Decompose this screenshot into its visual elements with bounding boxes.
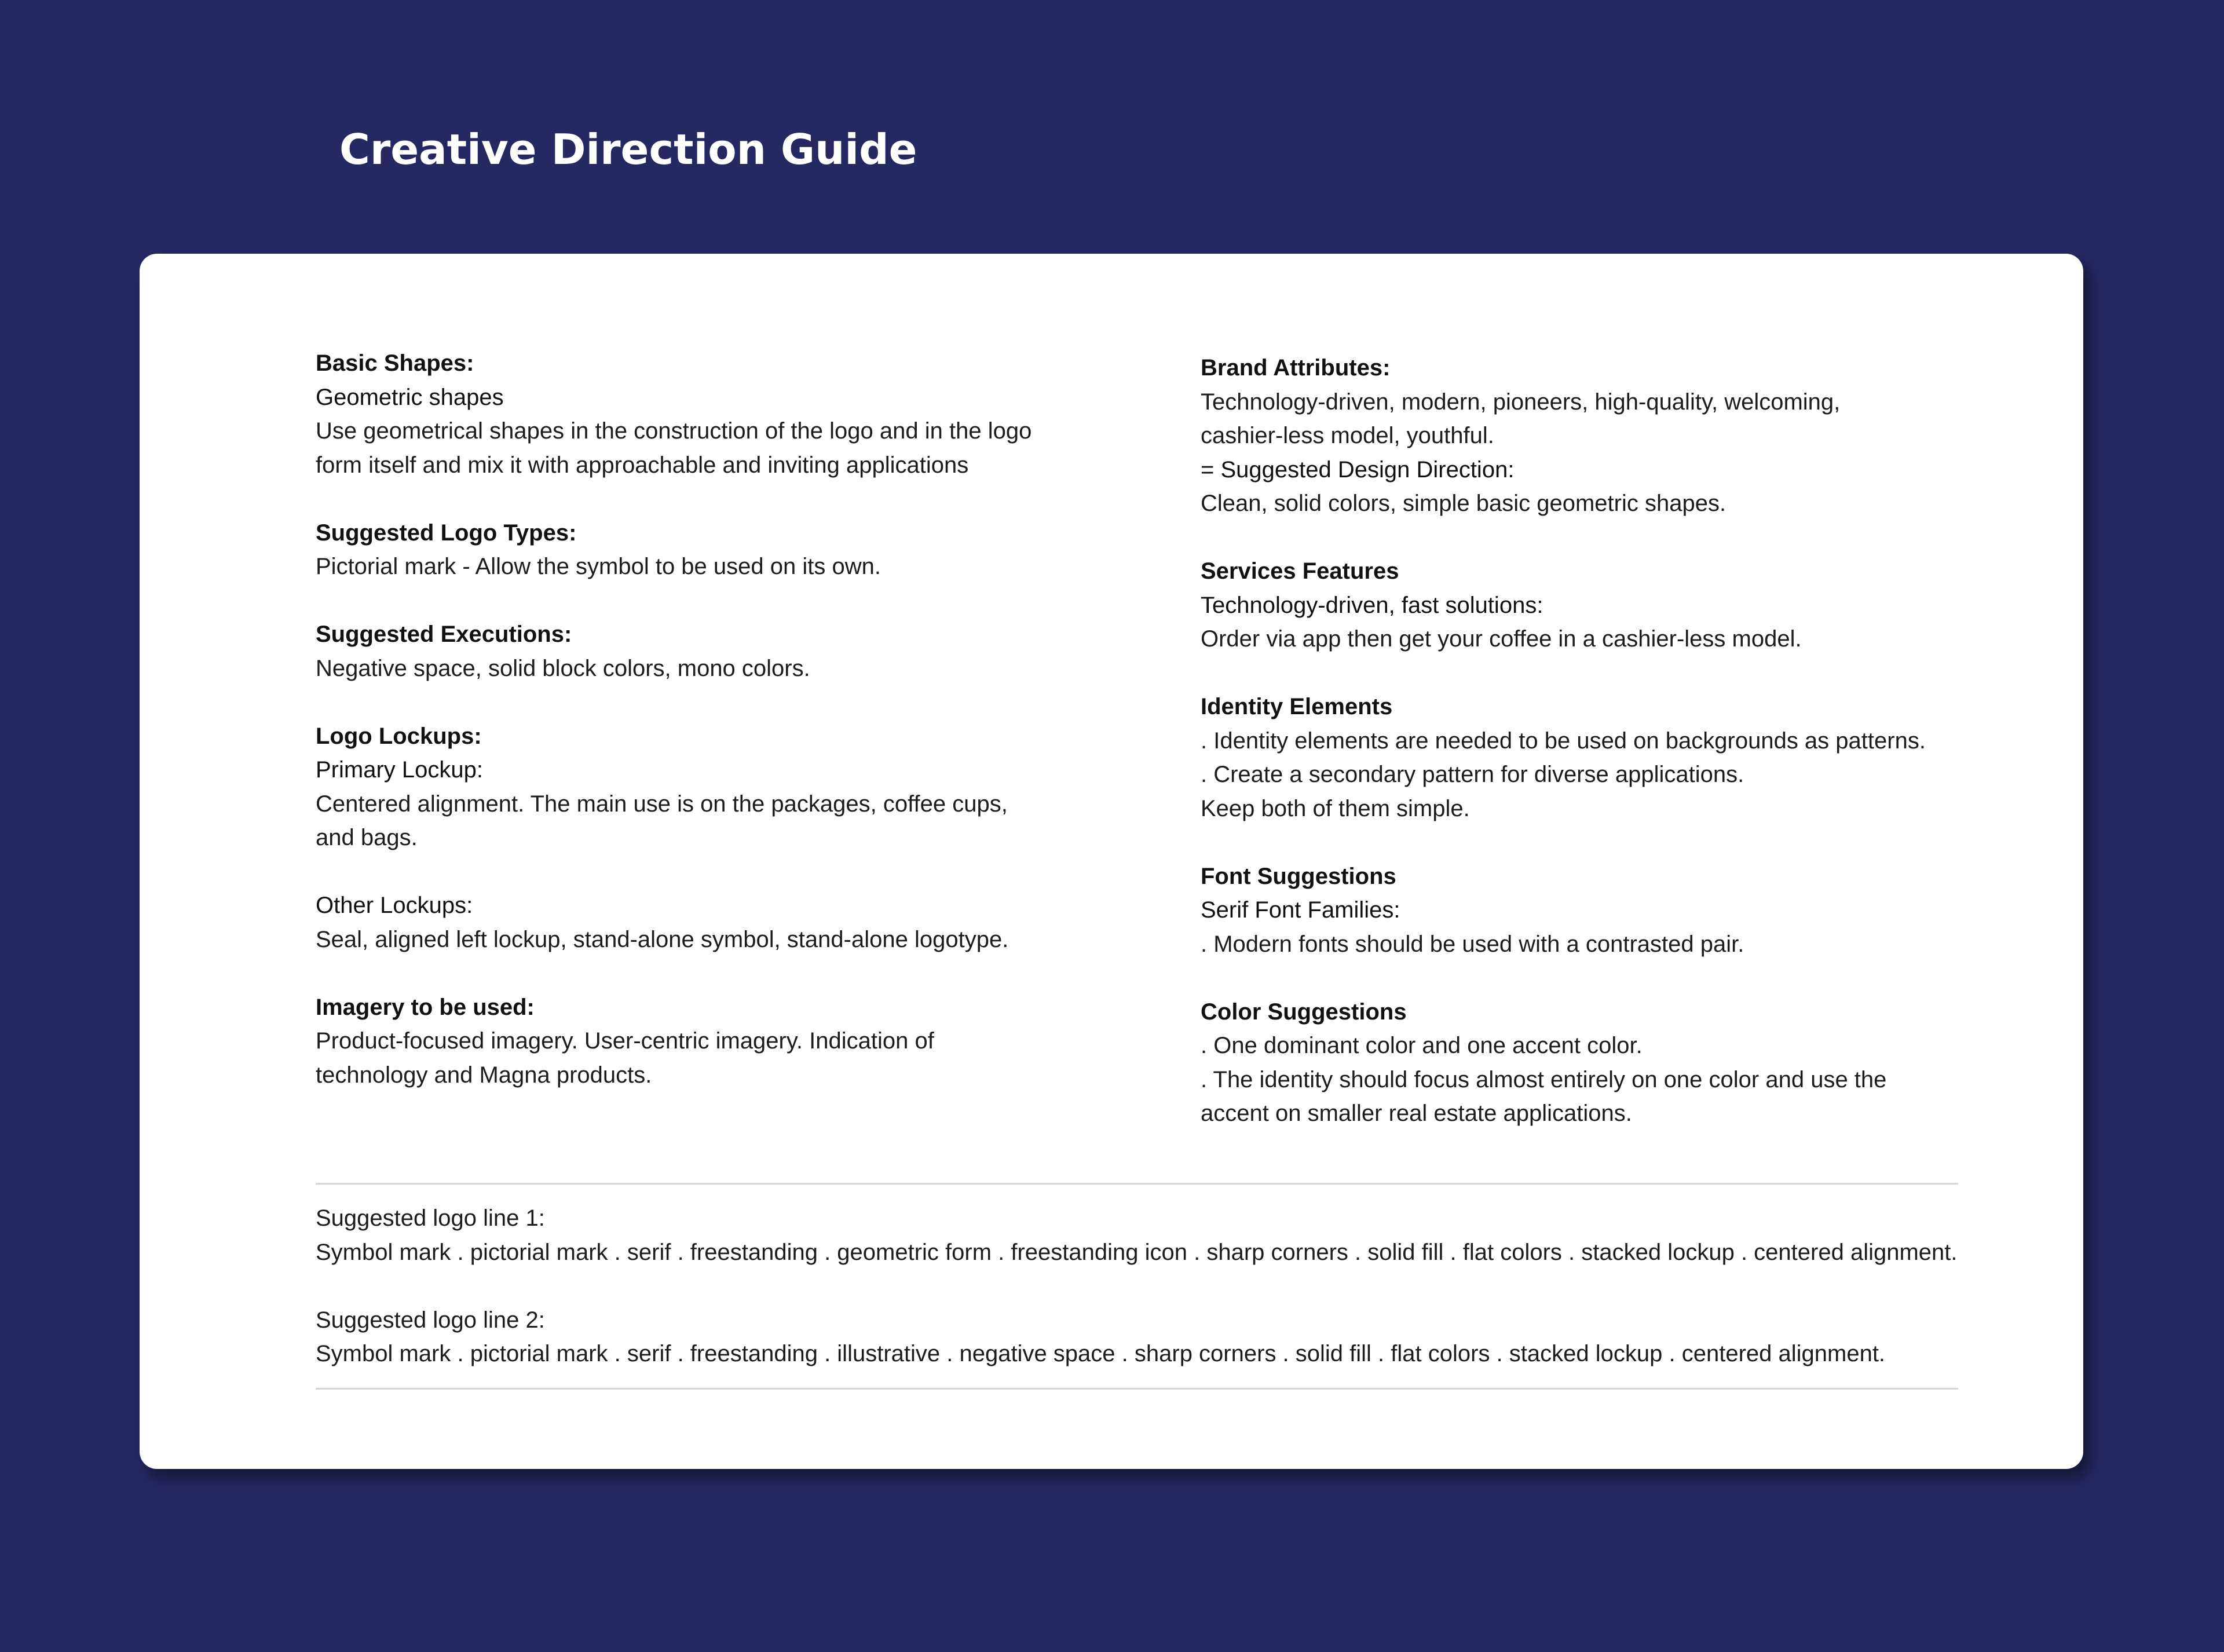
primary-lockup-subheading: Primary Lockup:: [316, 757, 483, 783]
suggested-executions-heading: Suggested Executions:: [316, 622, 572, 647]
other-lockups-subheading: Other Lockups:: [316, 893, 473, 918]
logo-lockups-heading: Logo Lockups:: [316, 723, 482, 749]
imagery-text-2: technology and Magna products.: [316, 1062, 652, 1088]
brand-attributes-heading: Brand Attributes:: [1201, 355, 1391, 381]
identity-elements-text-1: . Identity elements are needed to be used on backgrounds as patterns.: [1201, 728, 1926, 754]
basic-shapes-heading: Basic Shapes:: [316, 350, 474, 376]
font-suggestions-section: [1201, 860, 2029, 962]
color-suggestions-text-1: . One dominant color and one accent color.: [1201, 1033, 1643, 1058]
basic-shapes-section: [316, 346, 1080, 482]
logo-line-1-text: Symbol mark . pictorial mark . serif . freestanding . geometric form . freestanding icon . sharp corners . solid fill . flat colors . stacked lockup . centered alignment.: [316, 1239, 1958, 1265]
identity-elements-text-3: Keep both of them simple.: [1201, 795, 1470, 821]
design-direction-text: Clean, solid colors, simple basic geometric shapes.: [1201, 491, 1726, 516]
imagery-section: [316, 991, 1080, 1092]
other-lockups-section: [316, 889, 1080, 956]
brand-attributes-text-1: Technology-driven, modern, pioneers, high-quality, welcoming,: [1201, 389, 1841, 415]
logo-line-2: [316, 1303, 2042, 1371]
primary-lockup-text-2: and bags.: [316, 825, 418, 850]
basic-shapes-text-2: form itself and mix it with approachable and inviting applications: [316, 452, 969, 478]
logo-line-2-label: Suggested logo line 2:: [316, 1307, 545, 1333]
font-suggestions-text: . Modern fonts should be used with a contrasted pair.: [1201, 931, 1744, 957]
brand-attributes-section: [1201, 351, 2029, 521]
logo-lockups-section: [316, 719, 1080, 855]
font-suggestions-heading: Font Suggestions: [1201, 863, 1396, 889]
services-features-heading: Services Features: [1201, 558, 1399, 584]
imagery-heading: Imagery to be used:: [316, 994, 535, 1020]
basic-shapes-subheading: Geometric shapes: [316, 384, 504, 410]
services-features-subheading: Technology-driven, fast solutions:: [1201, 592, 1543, 618]
identity-elements-text-2: . Create a secondary pattern for diverse applications.: [1201, 762, 1744, 787]
divider-top: [316, 1183, 1958, 1185]
primary-lockup-text-1: Centered alignment. The main use is on the packages, coffee cups,: [316, 791, 1008, 817]
suggested-logo-types-text: Pictorial mark - Allow the symbol to be used on its own.: [316, 554, 881, 579]
basic-shapes-text-1: Use geometrical shapes in the construction of the logo and in the logo: [316, 418, 1032, 444]
suggested-logo-lines: [316, 1201, 2042, 1371]
suggested-executions-text: Negative space, solid block colors, mono colors.: [316, 655, 810, 681]
color-suggestions-text-3: accent on smaller real estate applications.: [1201, 1101, 1632, 1126]
suggested-logo-types-section: [316, 516, 1080, 584]
color-suggestions-section: [1201, 995, 2029, 1131]
identity-elements-heading: Identity Elements: [1201, 694, 1393, 719]
logo-line-1-label: Suggested logo line 1:: [316, 1205, 545, 1231]
identity-elements-section: [1201, 690, 2029, 825]
imagery-text-1: Product-focused imagery. User-centric imagery. Indication of: [316, 1028, 934, 1054]
font-suggestions-subheading: Serif Font Families:: [1201, 897, 1400, 923]
content-card: [140, 254, 2083, 1469]
suggested-executions-section: [316, 617, 1080, 685]
page-title: Creative Direction Guide: [339, 125, 917, 174]
brand-attributes-text-2: cashier-less model, youthful.: [1201, 423, 1494, 448]
right-column: [1201, 351, 2029, 1131]
left-column: [316, 346, 1080, 1092]
divider-bottom: [316, 1388, 1958, 1390]
other-lockups-text: Seal, aligned left lockup, stand-alone symbol, stand-alone logotype.: [316, 926, 1009, 952]
suggested-logo-types-heading: Suggested Logo Types:: [316, 520, 577, 546]
color-suggestions-heading: Color Suggestions: [1201, 999, 1407, 1025]
services-features-section: [1201, 554, 2029, 656]
logo-line-1: [316, 1201, 2042, 1269]
design-direction-subheading: = Suggested Design Direction:: [1201, 456, 1515, 483]
services-features-text: Order via app then get your coffee in a cashier-less model.: [1201, 626, 1802, 652]
color-suggestions-text-2: . The identity should focus almost entirely on one color and use the: [1201, 1066, 1887, 1092]
logo-line-2-text: Symbol mark . pictorial mark . serif . freestanding . illustrative . negative space . sharp corners . solid fill . flat colors . stacked lockup . centered alignment.: [316, 1341, 1886, 1366]
